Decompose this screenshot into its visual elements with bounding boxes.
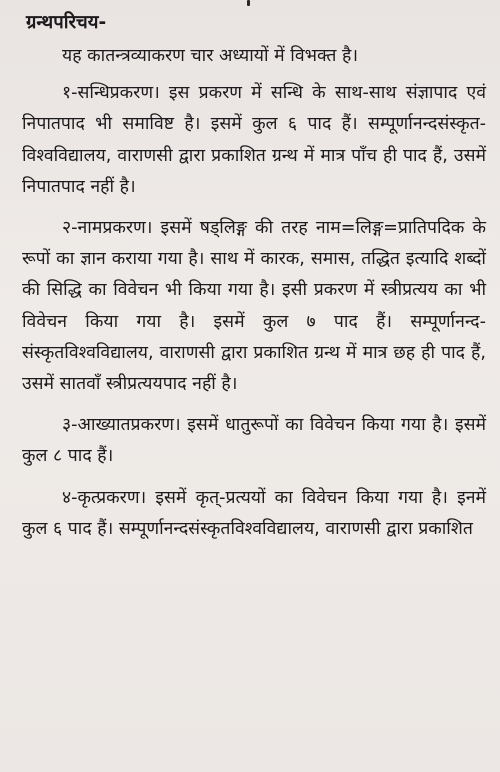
paragraph-nam-prakaran: २-नामप्रकरण। इसमें षड्लिङ्ग की तरह नाम=लिङ्ग=प्रातिपदिक के रूपों का ज्ञान कराया गया है। साथ में कारक, समास, तद्धित इत्यादि शब्दों की सिद्धि का विवेचन भी किया गया है। इसी प्रकरण में स्त्रीप्रत्यय का भी विवेचन किया गया है। इसमें कुल ७ पाद हैं। सम्पूर्णानन्द-संस्कृतविश्वविद्यालय, वाराणसी द्वारा प्रकाशित ग्रन्थ में मात्र छह ही पाद हैं, उसमें सातवाँ स्त्रीप्रत्ययपाद नहीं है। bbox=[22, 218, 486, 395]
paragraph-akhyat-prakaran: ३-आख्यातप्रकरण। इसमें धातुरूपों का विवेचन किया गया है। इसमें कुल ८ पाद हैं। bbox=[22, 415, 486, 467]
paragraph-krit-prakaran: ४-कृत्प्रकरण। इसमें कृत्-प्रत्ययों का विवेचन किया गया है। इनमें कुल ६ पाद हैं। सम्पूर्णानन्दसंस्कृतविश्वविद्यालय, वाराणसी द्वारा प्रकाशित bbox=[22, 487, 486, 539]
page-edge-mark bbox=[247, 0, 250, 6]
intro-paragraph: यह कातन्त्रव्याकरण चार अध्यायों में विभक्त है। bbox=[62, 46, 359, 66]
section-heading: ग्रन्थपरिचय- bbox=[26, 12, 107, 33]
paragraph-sandhi-prakaran: १-सन्धिप्रकरण। इस प्रकरण में सन्धि के साथ-साथ संज्ञापाद एवं निपातपाद भी समाविष्ट है। इसमें कुल ६ पाद हैं। सम्पूर्णानन्दसंस्कृत-विश्वविद्यालय, वाराणसी द्वारा प्रकाशित ग्रन्थ में मात्र पाँच ही पाद हैं, उसमें निपातपाद नहीं है। bbox=[22, 83, 486, 197]
